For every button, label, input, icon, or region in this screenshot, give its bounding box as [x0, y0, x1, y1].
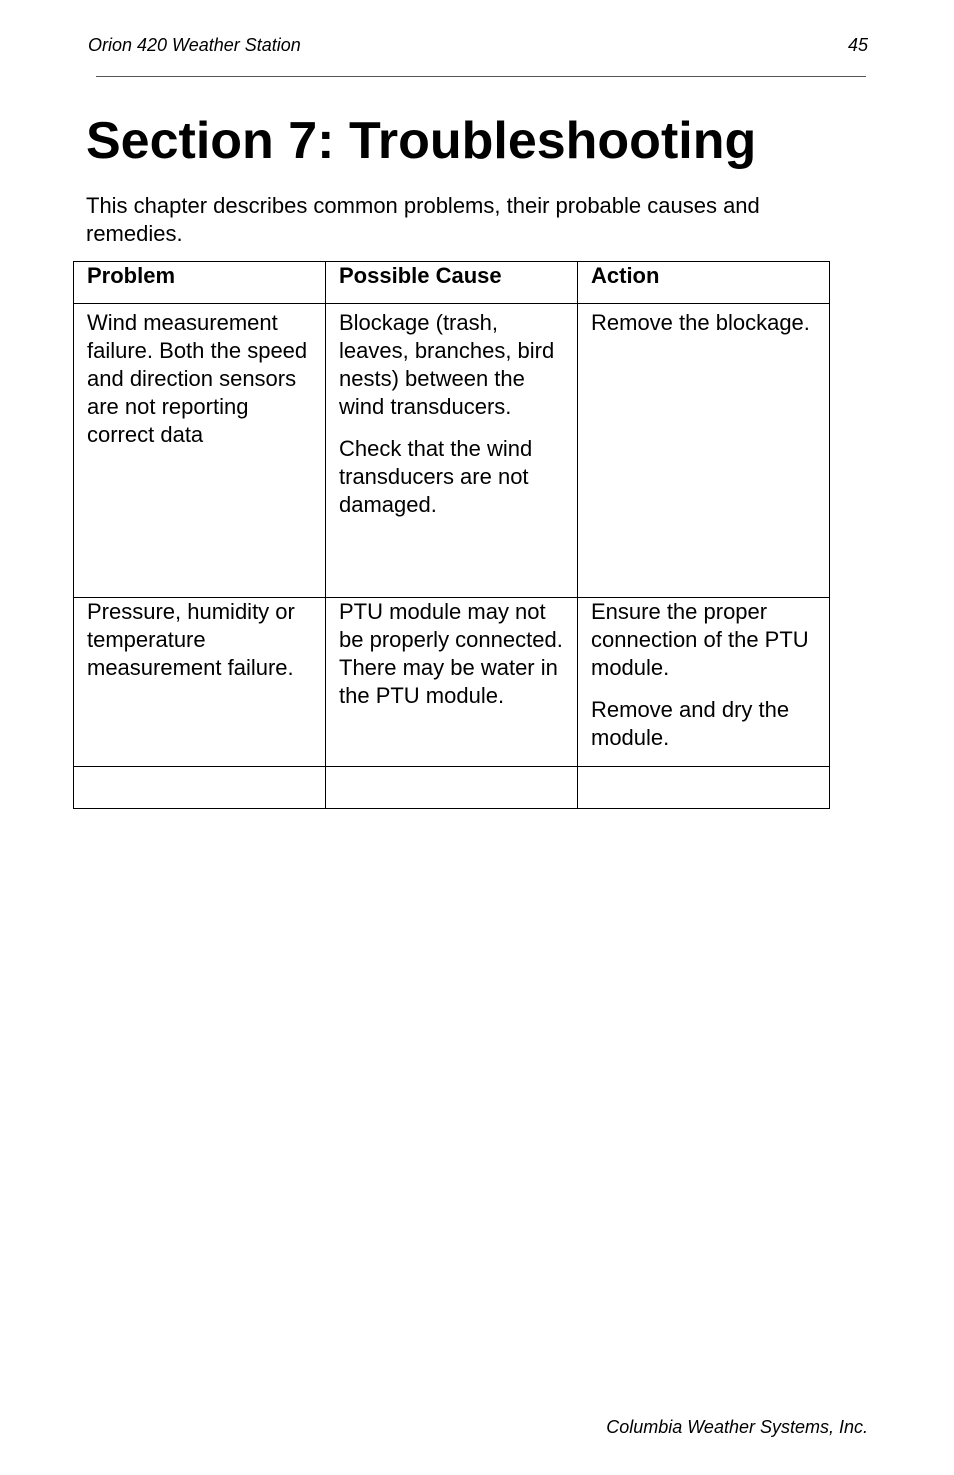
column-header-problem: Problem: [74, 262, 326, 304]
cause-cell: [326, 767, 578, 809]
section-intro: This chapter describes common problems, their probable causes and remedies.: [86, 193, 760, 246]
action-cell: [578, 598, 830, 767]
running-header-title: Orion 420 Weather Station: [88, 35, 301, 55]
cell-text: Check that the wind transducers are not damaged.: [339, 436, 533, 517]
cell-text: PTU module may not be properly connected. There may be water in the PTU module.: [339, 599, 563, 708]
table-header-row: [74, 262, 830, 304]
column-header-possible-cause: Possible Cause: [326, 262, 578, 304]
footer-company: Columbia Weather Systems, Inc.: [606, 1417, 868, 1437]
action-cell: [578, 767, 830, 809]
problem-cell: [74, 598, 326, 767]
action-cell: [578, 304, 830, 598]
problem-cell: [74, 304, 326, 598]
cell-text: Ensure the proper connection of the PTU module.: [591, 599, 809, 680]
cause-cell: [326, 598, 578, 767]
cell-text: Remove and dry the module.: [591, 697, 790, 750]
troubleshooting-table: [73, 261, 830, 809]
table-row-empty: [74, 767, 830, 809]
cell-text: Pressure, humidity or temperature measurement failure.: [87, 599, 295, 680]
cell-text: Wind measurement failure. Both the speed and direction sensors are not reporting correct data: [87, 310, 308, 447]
header-divider: [96, 76, 866, 77]
column-header-action: Action: [578, 262, 830, 304]
page-number: 45: [847, 35, 868, 55]
table-row: [74, 304, 830, 598]
cell-text: Blockage (trash, leaves, branches, bird nests) between the wind transducers.: [339, 310, 555, 419]
table-row: [74, 598, 830, 767]
cause-cell: [326, 304, 578, 598]
cell-text: Remove the blockage.: [591, 310, 810, 335]
section-title: Section 7: Troubleshooting: [86, 112, 757, 170]
problem-cell: [74, 767, 326, 809]
